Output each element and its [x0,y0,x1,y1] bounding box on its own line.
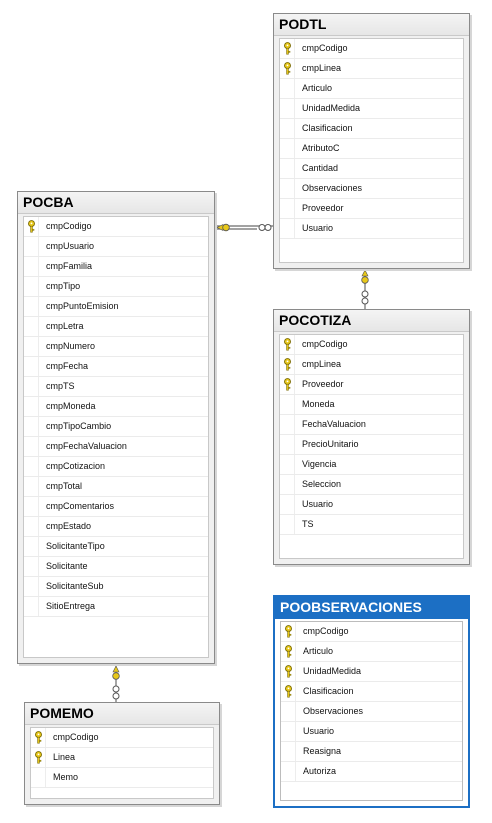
column-row[interactable] [280,355,463,375]
row-selector[interactable] [24,297,39,316]
column-name: cmpTS [46,381,75,391]
row-selector[interactable] [24,577,39,596]
row-selector[interactable] [31,748,46,767]
column-row[interactable] [24,237,208,257]
column-row[interactable] [280,219,463,239]
column-name: cmpCodigo [302,43,348,53]
column-row[interactable] [280,179,463,199]
many-end-icon [362,298,368,304]
row-selector[interactable] [281,662,296,681]
column-row[interactable] [280,199,463,219]
row-selector[interactable] [280,475,295,494]
column-name: Proveedor [302,379,344,389]
column-name: cmpEstado [46,521,92,531]
column-row[interactable] [24,317,208,337]
column-list [280,621,463,801]
row-selector[interactable] [281,682,296,701]
column-name: Usuario [302,223,334,233]
column-row[interactable] [24,577,208,597]
row-selector[interactable] [280,119,295,138]
row-selector[interactable] [280,219,295,238]
many-end-icon [265,225,271,231]
column-row[interactable] [280,395,463,415]
column-name: SolicitanteSub [46,581,104,591]
column-name: Reasigna [303,746,342,756]
row-selector[interactable] [24,497,39,516]
column-row[interactable] [280,475,463,495]
table-pocotiza[interactable] [273,309,470,565]
column-name: Autoriza [303,766,337,776]
row-selector[interactable] [280,179,295,198]
column-name: Cantidad [302,163,339,173]
column-name: TS [302,519,314,529]
column-name: FechaValuacion [302,419,366,429]
row-selector[interactable] [280,335,295,354]
column-row[interactable] [24,417,208,437]
column-row[interactable] [281,722,462,742]
column-name: cmpFecha [46,361,89,371]
primary-key-icon [27,220,36,233]
column-name: Articulo [303,646,334,656]
column-name: cmpPuntoEmision [46,301,119,311]
row-selector[interactable] [280,139,295,158]
column-name: UnidadMedida [303,666,362,676]
many-end-icon [259,225,265,231]
primary-key-icon [34,731,43,744]
column-name: cmpLinea [302,63,342,73]
row-selector[interactable] [24,277,39,296]
row-selector[interactable] [24,257,39,276]
row-selector[interactable] [281,622,296,641]
column-name: cmpTipoCambio [46,421,112,431]
column-name: Solicitante [46,561,88,571]
column-row[interactable] [24,217,208,237]
column-name: Observaciones [302,183,363,193]
primary-key-icon [284,665,293,678]
row-selector[interactable] [280,199,295,218]
row-selector[interactable] [24,237,39,256]
row-selector[interactable] [280,515,295,534]
primary-key-icon [284,645,293,658]
row-selector[interactable] [24,357,39,376]
column-row[interactable] [280,139,463,159]
row-selector[interactable] [24,377,39,396]
table-podtl[interactable] [273,13,470,269]
column-row[interactable] [24,257,208,277]
column-name: cmpLetra [46,321,84,331]
column-name: cmpLinea [302,359,342,369]
table-title[interactable]: POOBSERVACIONES [275,597,468,619]
row-selector[interactable] [281,762,296,781]
row-selector[interactable] [24,537,39,556]
many-end-icon [362,291,368,297]
row-selector[interactable] [280,415,295,434]
column-name: cmpTotal [46,481,83,491]
column-row[interactable] [31,768,213,788]
column-row[interactable] [24,597,208,617]
row-selector[interactable] [281,702,296,721]
column-row[interactable] [24,377,208,397]
column-name: cmpMoneda [46,401,96,411]
column-name: cmpCodigo [303,626,349,636]
column-list [30,727,214,799]
many-end-icon [113,686,119,692]
table-title[interactable]: POCOTIZA [274,310,469,332]
row-selector[interactable] [281,742,296,761]
column-row[interactable] [24,517,208,537]
column-name: cmpComentarios [46,501,115,511]
column-row[interactable] [280,415,463,435]
relationship-pocba-podtl[interactable] [217,224,274,231]
row-selector[interactable] [24,397,39,416]
row-selector[interactable] [24,317,39,336]
row-selector[interactable] [280,99,295,118]
column-name: Clasificacion [303,686,354,696]
column-row[interactable] [31,748,213,768]
column-row[interactable] [24,557,208,577]
row-selector[interactable] [24,437,39,456]
row-selector[interactable] [280,435,295,454]
column-name: Proveedor [302,203,344,213]
row-selector[interactable] [280,39,295,58]
column-row[interactable] [280,335,463,355]
column-row[interactable] [280,455,463,475]
column-name: PrecioUnitario [302,439,359,449]
column-name: cmpUsuario [46,241,95,251]
column-row[interactable] [24,477,208,497]
row-selector[interactable] [24,217,39,236]
table-poobservaciones[interactable] [273,595,470,808]
column-list [23,216,209,658]
column-row[interactable] [280,79,463,99]
row-selector[interactable] [280,59,295,78]
key-end-icon [362,277,369,284]
column-name: cmpNumero [46,341,96,351]
row-selector[interactable] [280,355,295,374]
column-name: cmpCodigo [302,339,348,349]
row-selector[interactable] [281,642,296,661]
column-name: SolicitanteTipo [46,541,105,551]
row-selector[interactable] [24,477,39,496]
column-row[interactable] [24,497,208,517]
row-selector[interactable] [280,495,295,514]
row-selector[interactable] [280,159,295,178]
column-row[interactable] [24,437,208,457]
row-selector[interactable] [281,722,296,741]
table-pocba[interactable] [17,191,215,664]
many-end-icon [113,693,119,699]
column-row[interactable] [280,99,463,119]
column-list [279,38,464,263]
column-row[interactable] [24,397,208,417]
row-selector[interactable] [24,597,39,616]
table-title[interactable]: POMEMO [25,703,219,725]
column-row[interactable] [281,682,462,702]
table-title[interactable]: POCBA [18,192,214,214]
primary-key-icon [284,685,293,698]
column-name: Vigencia [302,459,337,469]
primary-key-icon [283,42,292,55]
column-list [279,334,464,559]
column-row[interactable] [281,702,462,722]
column-row[interactable] [280,515,463,535]
column-row[interactable] [24,537,208,557]
table-pomemo[interactable] [24,702,220,805]
column-name: cmpCodigo [53,732,99,742]
row-selector[interactable] [24,457,39,476]
column-name: Memo [53,772,79,782]
column-name: Linea [53,752,76,762]
column-name: cmpTipo [46,281,81,291]
column-name: Moneda [302,399,335,409]
primary-key-icon [283,378,292,391]
column-name: cmpFamilia [46,261,93,271]
column-name: cmpCotizacion [46,461,106,471]
column-row[interactable] [281,762,462,782]
column-name: SitioEntrega [46,601,96,611]
column-name: Seleccion [302,479,342,489]
primary-key-icon [283,338,292,351]
column-name: AtributoC [302,143,340,153]
column-row[interactable] [281,662,462,682]
column-row[interactable] [280,119,463,139]
column-row[interactable] [281,742,462,762]
row-selector[interactable] [24,557,39,576]
row-selector[interactable] [24,417,39,436]
column-row[interactable] [24,337,208,357]
column-name: Usuario [303,726,335,736]
column-name: Usuario [302,499,334,509]
row-selector[interactable] [280,395,295,414]
row-selector[interactable] [280,79,295,98]
column-row[interactable] [280,159,463,179]
row-selector[interactable] [24,517,39,536]
column-name: cmpCodigo [46,221,92,231]
column-name: Observaciones [303,706,364,716]
column-row[interactable] [280,39,463,59]
column-name: Articulo [302,83,333,93]
relationship-podtl-pocotiza[interactable] [362,268,369,310]
column-name: Clasificacion [302,123,353,133]
column-row[interactable] [280,59,463,79]
column-row[interactable] [31,728,213,748]
column-row[interactable] [24,457,208,477]
relationship-pocba-pomemo[interactable] [113,664,120,703]
primary-key-icon [283,62,292,75]
row-selector[interactable] [280,375,295,394]
primary-key-icon [34,751,43,764]
key-end-icon [223,224,230,231]
primary-key-icon [284,625,293,638]
row-selector[interactable] [280,455,295,474]
column-name: UnidadMedida [302,103,361,113]
row-selector[interactable] [31,728,46,747]
primary-key-icon [283,358,292,371]
column-row[interactable] [24,357,208,377]
row-selector[interactable] [31,768,46,787]
column-row[interactable] [281,622,462,642]
row-selector[interactable] [24,337,39,356]
column-name: cmpFechaValuacion [46,441,127,451]
key-end-icon [113,673,120,680]
column-row[interactable] [281,642,462,662]
table-title[interactable]: PODTL [274,14,469,36]
column-row[interactable] [24,277,208,297]
column-row[interactable] [280,375,463,395]
column-row[interactable] [280,495,463,515]
key-end-icon [362,270,368,276]
column-row[interactable] [280,435,463,455]
column-row[interactable] [24,297,208,317]
key-end-icon [113,666,119,672]
